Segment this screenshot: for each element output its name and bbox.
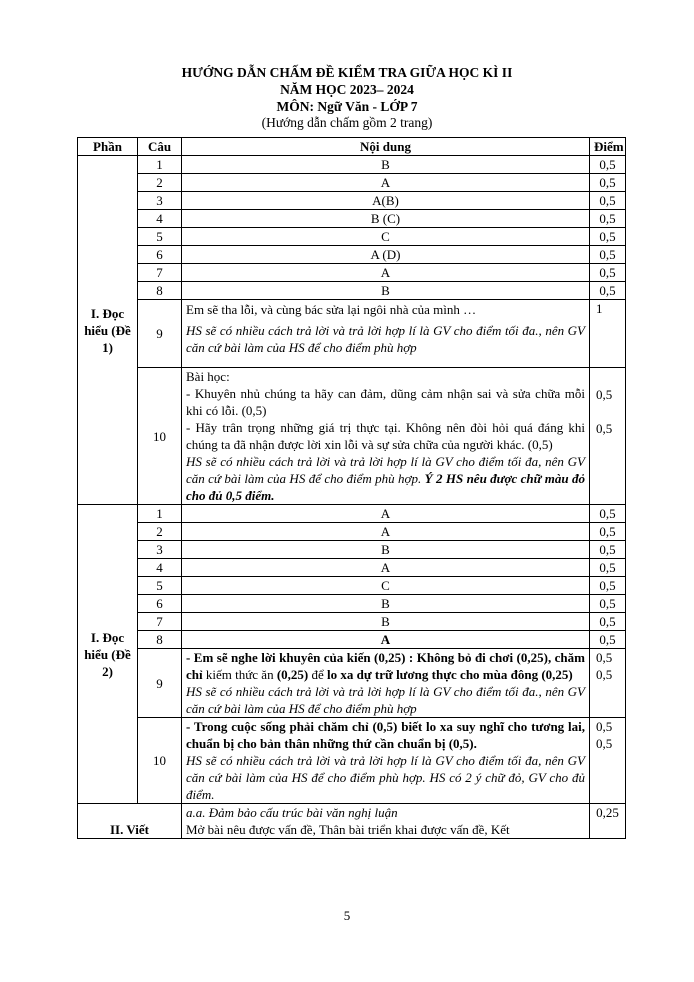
score-value: 0,5	[590, 631, 626, 649]
answer-value: A	[182, 264, 590, 282]
score-value: 0,5	[590, 156, 626, 174]
answer-text: Em sẽ tha lỗi, và cùng bác sửa lại ngôi nhà của mình …	[186, 302, 477, 317]
score-value: 0,5	[596, 736, 613, 751]
table-row	[78, 192, 626, 210]
table-row	[78, 505, 626, 523]
score-value: 0,5	[590, 523, 626, 541]
score-value: 0,5	[596, 650, 613, 665]
page-count-note: (Hướng dẫn chấm gồm 2 trang)	[261, 115, 433, 130]
col-header-score: Điểm	[590, 138, 626, 156]
answer-content	[182, 368, 590, 505]
table-row	[78, 264, 626, 282]
answer-text: - Em sẽ nghe lời khuyên của kiến (0,25) : Không bỏ đi chơi (0,25), chăm chỉ kiếm thức ăn (0,25) để lo xa dự trữ lương thực cho mùa đông (0,25)	[186, 650, 585, 682]
question-number: 10	[138, 368, 182, 505]
score-value: 0,5	[590, 174, 626, 192]
question-number: 3	[138, 192, 182, 210]
answer-text: - Trong cuộc sống phải chăm chỉ (0,5) biết lo xa suy nghĩ cho tương lai, chuẩn bị cho bản thân những thứ cần chuẩn bị (0,5).	[186, 719, 585, 751]
answer-content	[182, 300, 590, 368]
question-number: 7	[138, 264, 182, 282]
table-row	[78, 228, 626, 246]
col-header-question: Câu	[138, 138, 182, 156]
question-number: 10	[138, 718, 182, 804]
table-row	[78, 282, 626, 300]
table-row	[78, 174, 626, 192]
answer-value: A(B)	[182, 192, 590, 210]
answer-value: A	[182, 523, 590, 541]
col-header-content: Nội dung	[182, 138, 590, 156]
section-label-de2: I. Đọc hiểu (Đề 2)	[78, 505, 138, 804]
table-row	[78, 718, 626, 804]
score-value: 0,5	[590, 282, 626, 300]
answer-text: - Hãy trân trọng những giá trị thực tại. Không nên đòi hỏi quá đáng khi chúng ta đã nhận được lời xin lỗi và sự sửa chữa của người khác. (0,5)	[186, 420, 585, 452]
answer-value: A (D)	[182, 246, 590, 264]
document-header	[0, 64, 694, 131]
table-header-row	[78, 138, 626, 156]
answer-value: A	[182, 559, 590, 577]
score-value: 0,5	[590, 192, 626, 210]
question-number: 7	[138, 613, 182, 631]
question-number: 3	[138, 541, 182, 559]
table-row	[78, 246, 626, 264]
score-value: 0,5	[596, 421, 613, 436]
school-year: NĂM HỌC 2023– 2024	[280, 82, 414, 97]
table-row	[78, 523, 626, 541]
answer-value: C	[182, 577, 590, 595]
question-number: 1	[138, 156, 182, 174]
table-row	[78, 368, 626, 505]
answer-content	[182, 718, 590, 804]
score-value: 0,5	[590, 541, 626, 559]
score-value: 0,5	[596, 667, 613, 682]
question-number: 4	[138, 210, 182, 228]
score-value: 0,25	[590, 804, 626, 839]
score-value: 0,5	[590, 228, 626, 246]
answer-value: A	[182, 631, 590, 649]
question-number: 5	[138, 228, 182, 246]
table-row	[78, 804, 626, 839]
answer-content	[182, 649, 590, 718]
grading-table	[77, 137, 626, 839]
question-number: 9	[138, 649, 182, 718]
page-number: 5	[343, 908, 351, 923]
criterion-title: a.a. Đảm bảo cấu trúc bài văn nghị luận	[186, 805, 398, 820]
section-label-viet: II. Viết	[78, 804, 182, 839]
score-value: 0,5	[590, 613, 626, 631]
table-row	[78, 210, 626, 228]
answer-value: B	[182, 595, 590, 613]
question-number: 1	[138, 505, 182, 523]
question-number: 6	[138, 595, 182, 613]
answer-value: A	[182, 505, 590, 523]
question-number: 5	[138, 577, 182, 595]
answer-value: C	[182, 228, 590, 246]
table-row	[78, 613, 626, 631]
answer-text: Bài học:	[186, 369, 230, 384]
table-row	[78, 300, 626, 368]
question-number: 8	[138, 631, 182, 649]
question-number: 9	[138, 300, 182, 368]
score-value: 0,5	[596, 719, 613, 734]
table-row	[78, 649, 626, 718]
score-value: 0,5	[590, 505, 626, 523]
answer-value: B (C)	[182, 210, 590, 228]
score-value: 0,5	[590, 210, 626, 228]
table-row	[78, 595, 626, 613]
score-cell	[590, 368, 626, 505]
score-value: 0,5	[590, 559, 626, 577]
answer-value: B	[182, 613, 590, 631]
section-label-de1: I. Đọc hiểu (Đề 1)	[78, 156, 138, 505]
grading-note: HS sẽ có nhiều cách trả lời và trả lời hợp lí là GV cho điểm tối đa, nên GV căn cứ bài làm của HS để cho điểm phù hợp. Ý 2 HS nêu được chữ màu đỏ cho đủ 0,5 điểm.	[186, 454, 585, 503]
table-row	[78, 156, 626, 174]
grading-note: HS sẽ có nhiều cách trả lời và trả lời hợp lí là GV cho điểm tối đa, nên GV căn cứ bài làm của HS để cho điểm phù hợp. HS có 2 ý chữ đỏ, GV cho đủ điểm.	[186, 753, 585, 802]
question-number: 2	[138, 174, 182, 192]
table-row	[78, 559, 626, 577]
score-value: 1	[590, 300, 626, 368]
table-row	[78, 577, 626, 595]
table-row	[78, 541, 626, 559]
col-header-part: Phần	[78, 138, 138, 156]
answer-text: - Khuyên nhủ chúng ta hãy can đảm, dũng cảm nhận sai và sửa chữa mỗi khi có lỗi. (0,5)	[186, 386, 585, 418]
score-value: 0,5	[590, 264, 626, 282]
score-cell	[590, 718, 626, 804]
question-number: 4	[138, 559, 182, 577]
score-value: 0,5	[590, 595, 626, 613]
grading-note: HS sẽ có nhiều cách trả lời và trả lời hợp lí là GV cho điểm tối đa., nên GV căn cứ bài làm của HS để cho điểm phù hợp	[186, 684, 585, 716]
criterion-text: Mở bài nêu được vấn đề, Thân bài triển khai được vấn đề, Kết	[186, 822, 510, 837]
score-value: 0,5	[596, 387, 613, 402]
table-row	[78, 631, 626, 649]
document-title: HƯỚNG DẪN CHẤM ĐỀ KIỂM TRA GIỮA HỌC KÌ II	[181, 65, 513, 80]
subject-line: MÔN: Ngữ Văn - LỚP 7	[276, 99, 418, 114]
score-value: 0,5	[590, 246, 626, 264]
answer-value: B	[182, 156, 590, 174]
answer-content	[182, 804, 590, 839]
answer-value: B	[182, 541, 590, 559]
question-number: 2	[138, 523, 182, 541]
question-number: 8	[138, 282, 182, 300]
answer-value: A	[182, 174, 590, 192]
score-cell	[590, 649, 626, 718]
answer-value: B	[182, 282, 590, 300]
question-number: 6	[138, 246, 182, 264]
grading-note: HS sẽ có nhiều cách trả lời và trả lời hợp lí là GV cho điểm tối đa., nên GV căn cứ bài làm của HS để cho điểm phù hợp	[186, 323, 585, 355]
score-value: 0,5	[590, 577, 626, 595]
